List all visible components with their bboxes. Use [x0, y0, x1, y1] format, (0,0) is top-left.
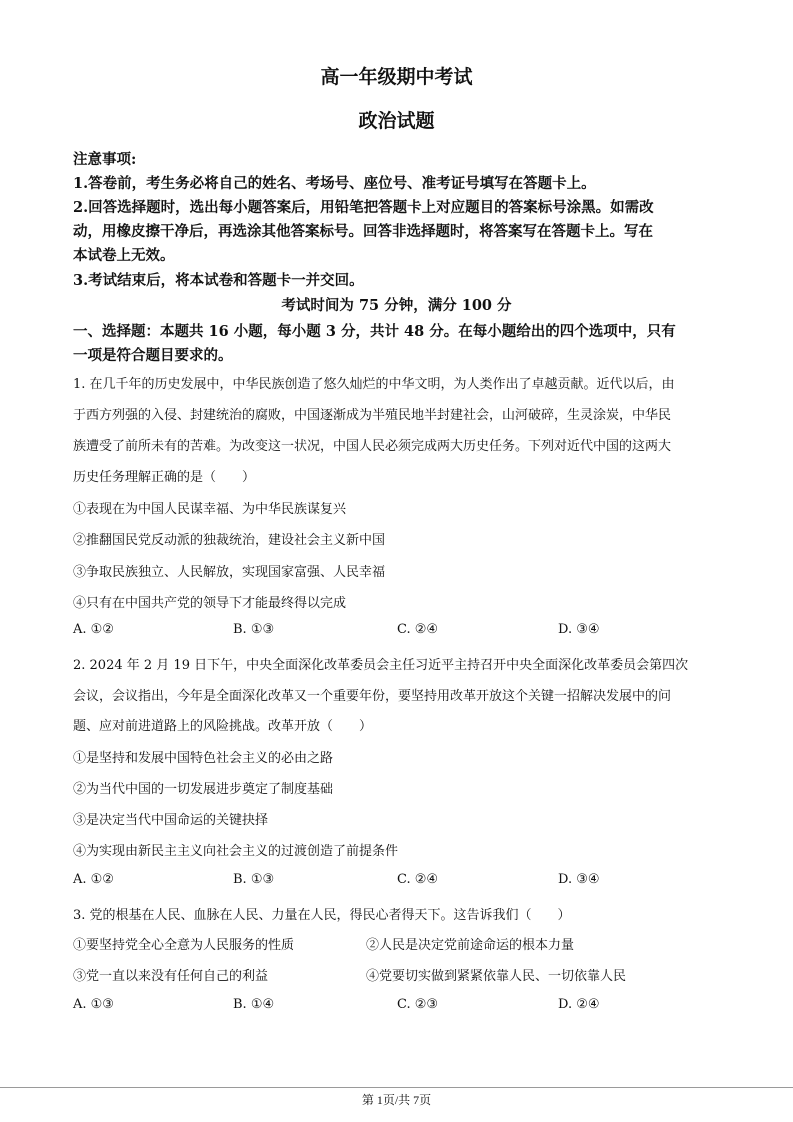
q3-statement-3: ③党一直以来没有任何自己的利益 — [73, 969, 269, 984]
q2-statement-1: ①是坚持和发展中国特色社会主义的必由之路 — [73, 751, 334, 766]
q1-option-c[interactable]: C. ②④ — [397, 622, 439, 637]
q2-option-b[interactable]: B. ①③ — [233, 872, 275, 887]
q1-option-a[interactable]: A. ①② — [73, 622, 114, 637]
notes-heading: 注意事项: — [73, 151, 137, 168]
q2-option-a[interactable]: A. ①② — [73, 872, 114, 887]
q1-stem-line-3: 族遭受了前所未有的苦难。为改变这一状况，中国人民必须完成两大历史任务。下列对近代中国的这两大 — [73, 439, 672, 454]
q1-statement-2: ②推翻国民党反动派的独裁统治，建设社会主义新中国 — [73, 533, 386, 548]
q2-statement-4: ④为实现由新民主主义向社会主义的过渡创造了前提条件 — [73, 844, 399, 859]
subject-title: 政治试题 — [358, 110, 435, 132]
q2-stem-line-3: 题、应对前进道路上的风险挑战。改革开放（ ） — [73, 719, 373, 734]
notes-item-1: 1.答卷前，考生务必将自己的姓名、考场号、座位号、准考证号填写在答题卡上。 — [73, 175, 596, 192]
q2-option-c[interactable]: C. ②④ — [397, 872, 439, 887]
page-number: 第 1页/共 7页 — [361, 1093, 432, 1107]
q1-stem-line-2: 于西方列强的入侵、封建统治的腐败，中国逐渐成为半殖民地半封建社会，山河破碎，生灵涂炭，中华民 — [73, 408, 672, 423]
q1-stem-line-1: 1. 在几千年的历史发展中，中华民族创造了悠久灿烂的中华文明，为人类作出了卓越贡献。近代以后，由 — [73, 377, 675, 392]
q2-statement-3: ③是决定当代中国命运的关键抉择 — [73, 813, 269, 828]
section-heading-line-1: 一、选择题：本题共 16 小题，每小题 3 分，共计 48 分。在每小题给出的四个选项中，只有 — [73, 323, 676, 340]
q2-statement-2: ②为当代中国的一切发展进步奠定了制度基础 — [73, 782, 334, 797]
q3-statement-1: ①要坚持党全心全意为人民服务的性质 — [73, 938, 295, 953]
q2-stem-line-2: 会议，会议指出，今年是全面深化改革又一个重要年份，要坚持用改革开放这个关键一招解决发展中的问 — [73, 689, 672, 704]
section-heading-line-2: 一项是符合题目要求的。 — [73, 347, 233, 364]
q3-option-b[interactable]: B. ①④ — [233, 997, 275, 1012]
q1-stem-line-4: 历史任务理解正确的是（ ） — [73, 470, 256, 485]
q2-stem-line-1: 2. 2024 年 2 月 19 日下午，中央全面深化改革委员会主任习近平主持召开中央全面深化改革委员会第四次 — [73, 658, 689, 673]
q3-option-c[interactable]: C. ②③ — [397, 997, 439, 1012]
footer-divider — [0, 1087, 793, 1088]
notes-item-2-line-2: 动，用橡皮擦干净后，再选涂其他答案标号。回答非选择题时，将答案写在答题卡上。写在 — [73, 223, 653, 240]
q1-statement-3: ③争取民族独立、人民解放，实现国家富强、人民幸福 — [73, 565, 386, 580]
q1-option-d[interactable]: D. ③④ — [558, 622, 600, 637]
q2-option-d[interactable]: D. ③④ — [558, 872, 600, 887]
notes-item-3: 3.考试结束后，将本试卷和答题卡一并交回。 — [73, 272, 364, 289]
q1-statement-1: ①表现在为中国人民谋幸福、为中华民族谋复兴 — [73, 502, 347, 517]
q3-option-d[interactable]: D. ②④ — [558, 997, 600, 1012]
q1-option-b[interactable]: B. ①③ — [233, 622, 275, 637]
exam-info: 考试时间为 75 分钟，满分 100 分 — [281, 297, 512, 314]
q3-statement-2: ②人民是决定党前途命运的根本力量 — [366, 938, 575, 953]
q1-statement-4: ④只有在中国共产党的领导下才能最终得以完成 — [73, 596, 347, 611]
notes-item-2-line-1: 2.回答选择题时，选出每小题答案后，用铅笔把答题卡上对应题目的答案标号涂黑。如需改 — [73, 199, 654, 216]
q3-statement-4: ④党要切实做到紧紧依靠人民、一切依靠人民 — [366, 969, 627, 984]
exam-title: 高一年级期中考试 — [320, 66, 473, 88]
q3-stem-line-1: 3. 党的根基在人民、血脉在人民、力量在人民，得民心者得天下。这告诉我们（ ） — [73, 908, 571, 923]
q3-option-a[interactable]: A. ①③ — [73, 997, 114, 1012]
notes-item-2-line-3: 本试卷上无效。 — [73, 247, 175, 264]
